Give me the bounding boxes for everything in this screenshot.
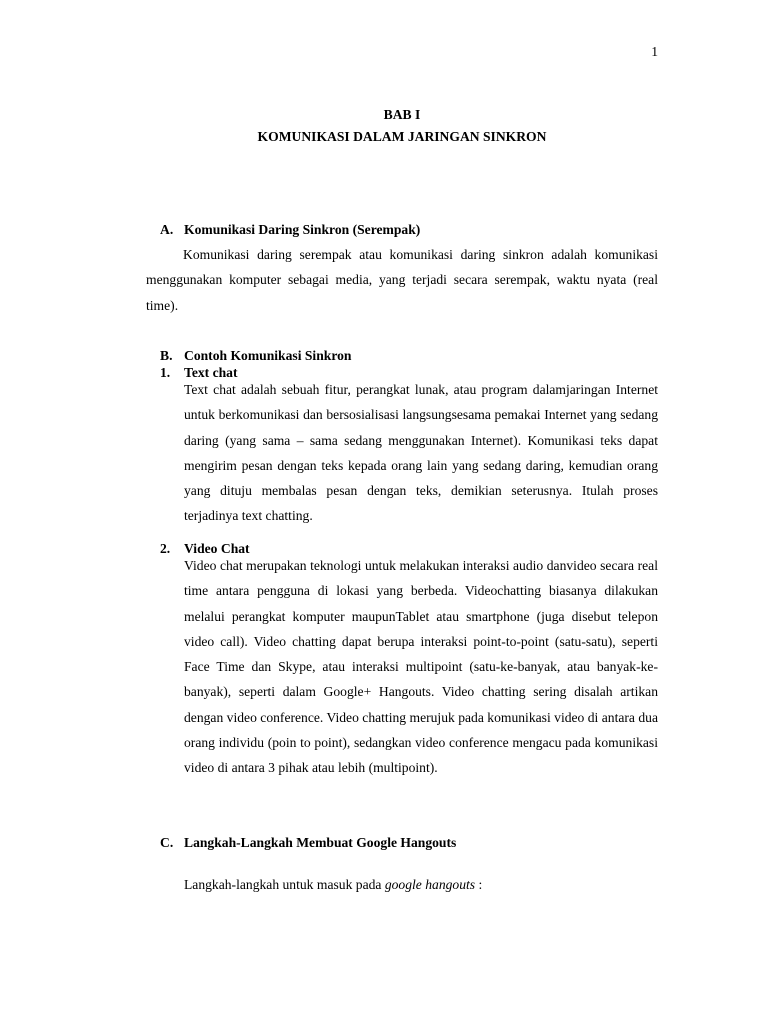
chapter-title: KOMUNIKASI DALAM JARINGAN SINKRON: [257, 129, 547, 144]
chapter-label: BAB I: [383, 107, 421, 122]
section-b-letter: B.: [160, 348, 173, 363]
section-c-intro: [184, 876, 482, 894]
section-a-title: Komunikasi Daring Sinkron (Serempak): [184, 222, 421, 237]
section-b-title: Contoh Komunikasi Sinkron: [184, 348, 352, 363]
text-chat-number: 1.: [160, 365, 171, 380]
text-chat-title: Text chat: [184, 365, 238, 380]
video-chat-paragraph: Video chat merupakan teknologi untuk melakukan interaksi audio danvideo secara real time antara pengguna di lokasi yang berbeda. Videochatting biasanya dilakukan melalui perangkat komputer maupunTablet atau smartphone (juga disebut telepon video call). Video chatting dapat berupa interaksi point-to-point (satu-satu), seperti Face Time dan Skype, atau interaksi multipoint (satu-ke-banyak, atau banyak-ke-banyak), seperti dalam Google+ Hangouts. Video chatting sering disalah artikan dengan video conference. Video chatting merujuk pada komunikasi video di antara dua orang individu (poin to point), sedangkan video conference mengacu pada komunikasi video di antara 3 pihak atau lebih (multipoint).: [184, 558, 658, 776]
section-c-intro-italic: google hangouts: [384, 877, 476, 892]
section-c-title: Langkah-Langkah Membuat Google Hangouts: [184, 835, 457, 850]
section-c-intro-text: Langkah-langkah untuk masuk pada: [184, 877, 385, 892]
section-a-heading: [160, 221, 420, 238]
section-b-heading: [160, 347, 351, 364]
video-chat-number: 2.: [160, 541, 171, 556]
section-c-letter: C.: [160, 835, 174, 850]
section-c-intro-suffix: :: [475, 877, 483, 892]
section-a-paragraph: Komunikasi daring serempak atau komunikasi daring sinkron adalah komunikasi menggunakan komputer sebagai media, yang terjadi secara serempak, waktu nyata (real time).: [146, 247, 658, 313]
page-number: 1: [651, 44, 658, 59]
section-c-heading: [160, 834, 456, 851]
text-chat-paragraph: Text chat adalah sebuah fitur, perangkat lunak, atau program dalamjaringan Internet untuk berkomunikasi dan bersosialisasi langsungsesama pemakai Internet yang sedang daring (yang sama – sama sedang menggunakan Internet). Komunikasi teks dapat mengirim pesan dengan teks kepada orang lain yang sedang daring, kemudian orang yang dituju membalas pesan dengan teks, demikian seterusnya. Itulah proses terjadinya text chatting.: [184, 382, 658, 524]
section-a-letter: A.: [160, 222, 174, 237]
video-chat-title: Video Chat: [184, 541, 250, 556]
